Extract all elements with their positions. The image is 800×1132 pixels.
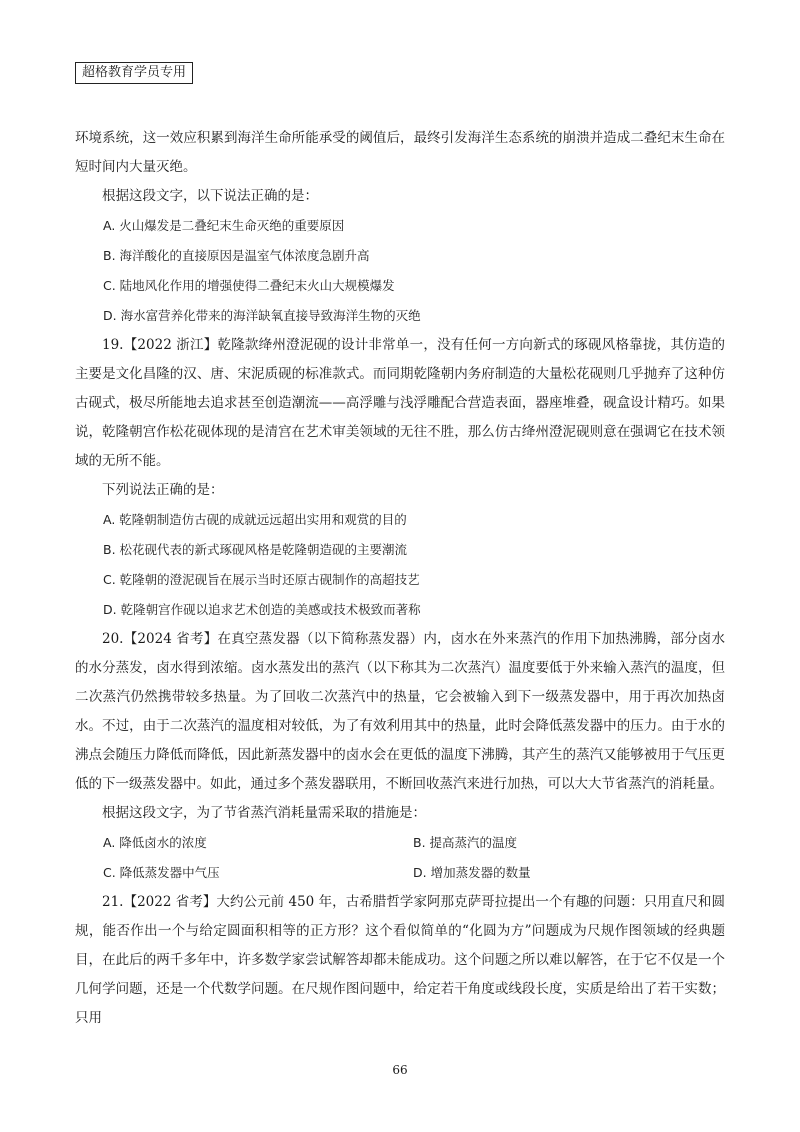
q21-number: 21. (102, 894, 124, 910)
q19-option-a: A. 乾隆朝制造仿古砚的成就远远超出实用和观赏的目的 (103, 512, 407, 527)
q20-option-d: D. 增加蒸发器的数量 (413, 865, 531, 880)
q20-options-row-1 (75, 828, 725, 858)
q18-option-c: C. 陆地风化作用的增强使得二叠纪末火山大规模爆发 (103, 278, 395, 293)
page-content (75, 124, 725, 1033)
q19-option-b: B. 松花砚代表的新式琢砚风格是乾隆朝造砚的主要潮流 (103, 542, 408, 557)
q20-options-row-2 (75, 858, 725, 888)
q20-prompt: 根据这段文字，为了节省蒸汽消耗量需采取的措施是： (102, 805, 426, 821)
q20-option-c: C. 降低蒸发器中气压 (103, 865, 220, 880)
q20-option-a: A. 降低卤水的浓度 (103, 835, 207, 850)
q18-option-b: B. 海洋酸化的直接原因是温室气体浓度急剧升高 (103, 248, 370, 263)
q19-prompt: 下列说法正确的是： (102, 482, 224, 498)
q20-number: 20. (102, 631, 124, 647)
q20-option-b: B. 提高蒸汽的温度 (413, 835, 518, 850)
q19-option-d: D. 乾隆朝宫作砚以追求艺术创造的美感或技术极致而著称 (103, 602, 421, 617)
q19-option-c: C. 乾隆朝的澄泥砚旨在展示当时还原古砚制作的高超技艺 (103, 572, 420, 587)
q19-paragraph (75, 331, 725, 476)
q20-source: 【2024 省考】 (123, 631, 218, 647)
q19-text: 乾隆款绛州澄泥砚的设计非常单一，没有任何一方向新式的琢砚风格靠拢，其仿造的主要是文化昌隆的汉、唐、宋泥质砚的标准款式。而同期乾隆朝内务府制造的大量松花砚则几乎抛弃了这种仿古砚式，极尽所能地去追求甚至创造潮流——高浮雕与浅浮雕配合营造表面，器座堆叠，砚盒设计精巧。如果说，乾隆朝宫作松花砚体现的是清宫在艺术审美领域的无往不胜，那么仿古绛州澄泥砚则意在强调它在技术领域的无所不能。 (75, 337, 726, 469)
q18-prompt: 根据这段文字，以下说法正确的是： (102, 188, 318, 204)
q21-text: 大约公元前 450 年，古希腊哲学家阿那克萨哥拉提出一个有趣的问题：只用直尺和圆规，能否作出一个与给定圆面积相等的正方形？这个看似简单的“化圆为方”问题成为尺规作图领域的经典题目，在此后的两千多年中，许多数学家尝试解答却都未能成功。这个问题之所以难以解答，在于它不仅是一个几何学问题，还是一个代数学问题。在尺规作图问题中，给定若干角度或线段长度，实质是给出了若干实数；只用 (75, 894, 725, 1026)
q19-source: 【2022 浙江】 (123, 337, 218, 353)
q18-option-a: A. 火山爆发是二叠纪末生命灭绝的重要原因 (103, 218, 345, 233)
q20-paragraph (75, 625, 725, 799)
q19-number: 19. (102, 337, 124, 353)
page-number: 66 (392, 1063, 408, 1077)
q21-paragraph (75, 888, 725, 1033)
header-label: 超格教育学员专用 (75, 62, 193, 84)
q18-continued-text: 环境系统，这一效应积累到海洋生命所能承受的阈值后，最终引发海洋生态系统的崩溃并造成二叠纪末生命在短时间内大量灭绝。 (75, 130, 725, 175)
q18-option-d: D. 海水富营养化带来的海洋缺氧直接导致海洋生物的灭绝 (103, 308, 421, 323)
q21-source: 【2022 省考】 (123, 894, 217, 910)
q20-text: 在真空蒸发器（以下简称蒸发器）内，卤水在外来蒸汽的作用下加热沸腾，部分卤水的水分蒸发，卤水得到浓缩。卤水蒸发出的蒸汽（以下称其为二次蒸汽）温度要低于外来输入蒸汽的温度，但二次蒸汽仍然携带较多热量。为了回收二次蒸汽中的热量，它会被输入到下一级蒸发器中，用于再次加热卤水。不过，由于二次蒸汽的温度相对较低，为了有效利用其中的热量，此时会降低蒸发器中的压力。由于水的沸点会随压力降低而降低，因此新蒸发器中的卤水会在更低的温度下沸腾，其产生的蒸汽又能够被用于气压更低的下一级蒸发器中。如此，通过多个蒸发器联用，不断回收蒸汽来进行加热，可以大大节省蒸汽的消耗量。 (75, 631, 726, 792)
